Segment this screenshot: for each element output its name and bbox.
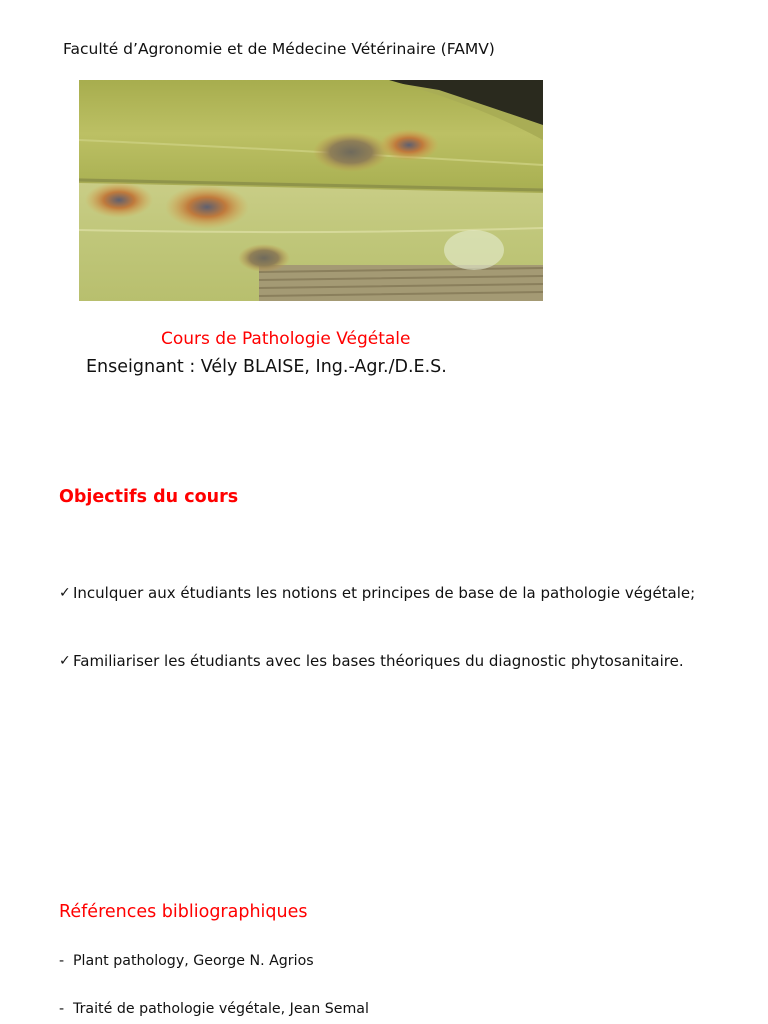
dash-bullet: - <box>59 953 65 969</box>
leaf-disease-photo <box>79 80 543 301</box>
teacher-name: Enseignant : Vély BLAISE, Ing.-Agr./D.E.S. <box>86 357 447 377</box>
dash-bullet: - <box>59 1001 65 1017</box>
references-heading: Références bibliographiques <box>59 902 308 922</box>
checkmark-icon: ✓ <box>59 653 71 669</box>
checkmark-icon: ✓ <box>59 585 71 601</box>
institution-name: Faculté d’Agronomie et de Médecine Vétérinaire (FAMV) <box>63 40 495 58</box>
reference-item <box>59 953 314 969</box>
reference-item <box>59 1001 369 1017</box>
objective-item <box>59 652 699 670</box>
objective-text: Inculquer aux étudiants les notions et principes de base de la pathologie végétale; <box>73 584 696 602</box>
objective-item <box>59 584 699 602</box>
objective-text: Familiariser les étudiants avec les bases théoriques du diagnostic phytosanitaire. <box>73 652 684 670</box>
objectives-heading: Objectifs du cours <box>59 487 239 507</box>
reference-text: Traité de pathologie végétale, Jean Semal <box>73 1001 369 1017</box>
reference-text: Plant pathology, George N. Agrios <box>73 953 314 969</box>
course-title: Cours de Pathologie Végétale <box>161 329 411 349</box>
